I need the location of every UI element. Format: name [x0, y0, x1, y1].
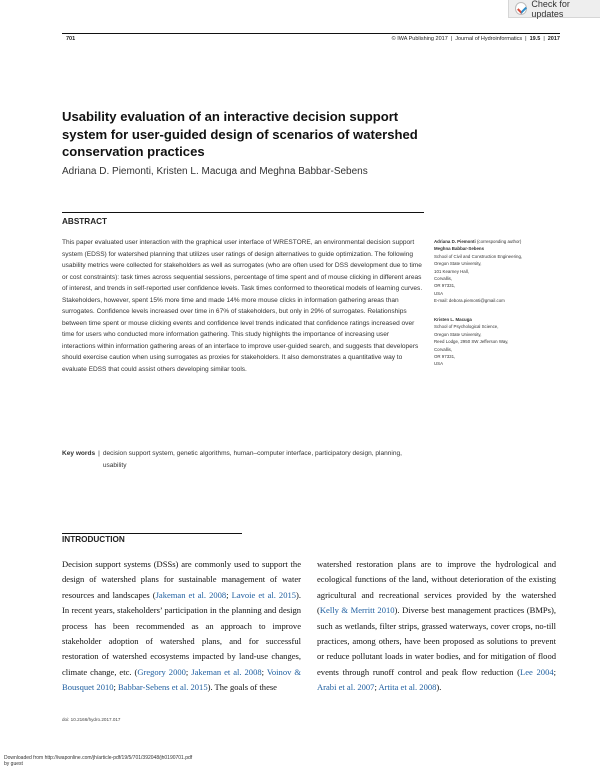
affiliation-2	[434, 316, 574, 368]
affiliation-author-note: (corresponding author)	[475, 239, 522, 244]
affiliation-author-name: Kristen L. Macuga	[434, 317, 472, 322]
running-header	[392, 36, 560, 42]
affiliation-line: Reed Lodge, 2950 SW Jefferson Way,	[434, 339, 509, 345]
introduction-rule	[62, 533, 242, 534]
doi[interactable]: doi: 10.2166/hydro.2017.017	[62, 717, 121, 722]
header-separator: |	[450, 36, 453, 42]
crossmark-icon	[515, 2, 527, 15]
check-for-updates-label: Check for updates	[531, 0, 570, 19]
body-text: Decision support systems (DSSs) are commonly used to support the design of watershed plans for sustainable management of water resources and landscapes (	[62, 559, 301, 600]
introduction-column-2	[317, 557, 556, 696]
body-text: ). In recent years, stakeholders’ participation in the planning and design process has been recommended as an approach to improve stakeholder adoption of watershed plans, and for successful restoration of watershed ecosystems impacted by land-use changes, climate change, etc. (	[62, 589, 301, 677]
body-text: ). The goals of these	[207, 682, 277, 693]
body-text: ). Diverse best management practices (BMPs), such as wetlands, filter strips, grassed waterways, cover crops, no-till practices, among others, have been proposed as solutions to prevent or reduce pollutant loads in water bodies, and for mitigation of flood events through runoff control and peak flow reduction (	[317, 605, 556, 677]
citation-link[interactable]: Babbar-Sebens et al. 2015	[118, 682, 208, 693]
body-text: ;	[185, 666, 192, 677]
introduction-column-1	[62, 557, 301, 696]
abstract-text: This paper evaluated user interaction with the graphical user interface of WRESTORE, an environmental decision support system (EDSS) for watershed planning that utilizes user ratings of design alternatives to guide optimization. The following usability metrics were collected for stakeholders as well as surrogates (who are often used for DSS development due to time or cost constraints): task times across sequential sessions, percentage of time spent and of mouse clicking in different areas of interest, and trends in self-reported user confidence levels. Task times conformed to theoretical models of learning curves. Stakeholders, however, spent 15% more time and made 14% more mouse clicks in information gathering areas than surrogates. Confidence levels increased over time in 67% of stakeholders, but only in 29% of surrogates. Relationships between time spent or mouse clicking events and confidence level trends indicated that confidence ratings increased over time for users who conducted more information gathering. This study highlights the importance of increasing user interactions within information gathering areas of an interface to improve user-guided search, and suggests that developers should exercise caution when using surrogates as proxies for stakeholders. It also demonstrates a quantitative way to evaluate EDSS that could assist others developing similar tools.	[62, 239, 423, 373]
citation-link[interactable]: Kelly & Merritt 2010	[319, 605, 395, 616]
header-separator: |	[525, 36, 527, 42]
citation-link[interactable]: Lavoie et al. 2015	[231, 589, 297, 600]
citation-link[interactable]: Voinov & Bousquet 2010	[62, 666, 301, 693]
keywords-text: decision support system, genetic algorithms, human–computer interface, participatory design, planning, usability	[102, 450, 402, 469]
article-authors: Adriana D. Piemonti, Kristen L. Macuga and Meghna Babbar-Sebens	[62, 166, 368, 177]
keywords	[62, 448, 424, 471]
body-text: ;	[553, 666, 556, 677]
download-user: by guest	[4, 761, 23, 767]
affiliation-email[interactable]: E-mail: debora.piemonti@gmail.com	[434, 298, 505, 304]
affiliation-line: Oregon State University,	[434, 331, 482, 337]
check-for-updates-button[interactable]	[508, 0, 600, 18]
affiliation-1	[434, 238, 574, 305]
affiliation-line: School of Civil and Construction Engineering,	[434, 253, 523, 259]
affiliation-author-name: Meghna Babbar-Sebens	[434, 246, 485, 252]
journal-year: 2017	[547, 36, 560, 42]
body-text: ;	[374, 682, 379, 693]
publisher: © IWA Publishing 2017	[391, 36, 448, 42]
citation-link[interactable]: Lee 2004	[519, 666, 554, 677]
affiliation-line: USA	[434, 361, 444, 367]
abstract-heading: ABSTRACT	[62, 217, 108, 226]
citation-link[interactable]: Gregory 2000	[137, 666, 186, 677]
body-text: watershed restoration plans are to improve the hydrological and ecological functions of the land, without deterioration of the existing agricultural and recreational services provided by the watershed (	[317, 559, 556, 616]
article-title: Usability evaluation of an interactive decision support system for user-guided design of scenarios of watershed conservation practices	[62, 109, 418, 159]
keywords-separator: |	[98, 450, 100, 457]
citation-link[interactable]: Arabi et al. 2007	[317, 682, 375, 693]
citation-link[interactable]: Jakeman et al. 2008	[191, 666, 262, 677]
affiliation-line: USA	[434, 290, 444, 296]
body-text: ).	[436, 682, 442, 693]
citation-link[interactable]: Artita et al. 2008	[378, 682, 437, 693]
affiliation-line: 101 Kearney Hall,	[434, 268, 469, 274]
header-rule	[62, 33, 560, 34]
journal-issue: 19.5	[529, 36, 541, 42]
affiliation-author-name: Adriana D. Piemonti	[434, 239, 476, 244]
body-text: ;	[113, 682, 119, 693]
affiliation-line: OR 97331,	[434, 354, 456, 360]
abstract-rule	[62, 212, 424, 213]
download-footer	[4, 755, 192, 767]
affiliation-line: OR 97331,	[434, 283, 456, 289]
affiliation-line: Oregon State University,	[434, 261, 482, 267]
journal-name: Journal of Hydroinformatics	[455, 36, 523, 42]
affiliation-line: Corvallis,	[434, 346, 453, 352]
keywords-label: Key words	[62, 450, 96, 457]
citation-link[interactable]: Jakeman et al. 2008	[155, 589, 227, 600]
affiliation-line: School of Psychological Science,	[434, 324, 499, 330]
download-line: Downloaded from http://iwaponline.com/jh/article-pdf/19/5/701/392048/jh0190701.pdf	[4, 755, 193, 761]
body-text: ;	[226, 589, 232, 600]
introduction-heading: INTRODUCTION	[62, 535, 125, 544]
body-text: ;	[261, 666, 267, 677]
page-number: 701	[66, 36, 76, 42]
affiliation-line: Corvallis,	[434, 276, 453, 282]
header-separator: |	[543, 36, 545, 42]
